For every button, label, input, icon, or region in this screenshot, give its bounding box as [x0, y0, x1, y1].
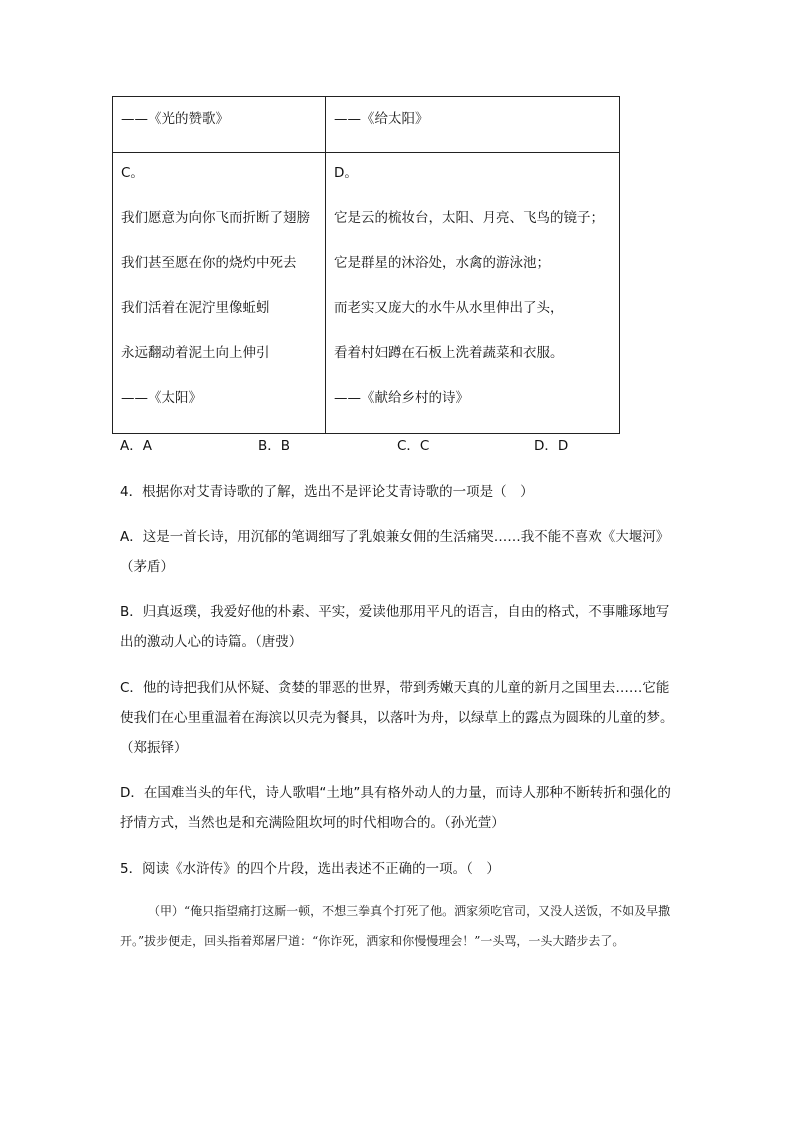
passage-text: （甲）“俺只指望痛打这厮一顿，不想三拳真个打死了他。洒家须吃官司，又没人送饭，不如及早撒开。”拔步便走，回头指着郑屠尸道：“你诈死，洒家和你慢慢理会！”一头骂，一头大踏步去了。: [120, 904, 671, 948]
question-4-option-d[interactable]: D．在国难当头的年代，诗人歌唱“土地”具有格外动人的力量，而诗人那种不断转折和强化的抒情方式，当然也是和充满险阻坎坷的时代相吻合的。（孙光萱）: [120, 785, 671, 831]
poem-table: [112, 96, 620, 434]
question-4-stem: 4．根据你对艾青诗歌的了解，选出不是评论艾青诗歌的一项是（ ）: [120, 484, 534, 500]
poem-attribution: ——《光的赞歌》: [121, 111, 229, 127]
table-cell: [113, 97, 326, 153]
poem-line: 我们甚至愿在你的烧灼中死去: [121, 255, 297, 271]
option-label: D。: [334, 165, 358, 181]
answer-choices: [120, 436, 620, 456]
question-4-option-b[interactable]: B．归真返璞，我爱好他的朴素、平实，爱读他那用平凡的语言，自由的格式，不事雕琢地写出的激动人心的诗篇。（唐弢）: [120, 604, 670, 650]
question-5-stem: 5．阅读《水浒传》的四个片段，选出表述不正确的一项。（ ）: [120, 861, 500, 877]
question-4-option-c[interactable]: C．他的诗把我们从怀疑、贪婪的罪恶的世界，带到秀嫩天真的儿童的新月之国里去……它能使我们在心里重温着在海滨以贝壳为餐具，以落叶为舟，以绿草上的露点为圆珠的儿童的梦。（郑振铎）: [120, 680, 674, 756]
poem-line: 它是群星的沐浴处，水禽的游泳池；: [334, 255, 550, 271]
poem-line: 永远翻动着泥土向上伸引: [121, 345, 270, 361]
option-label: C。: [121, 165, 144, 181]
poem-line: 我们活着在泥泞里像蚯蚓: [121, 300, 270, 316]
table-cell: [326, 97, 620, 153]
reading-passage: [120, 896, 680, 956]
answer-choice-c[interactable]: C．C: [397, 438, 430, 454]
answer-choice-b[interactable]: B．B: [258, 438, 291, 454]
poem-attribution: ——《太阳》: [121, 390, 202, 406]
poem-attribution: ——《给太阳》: [334, 111, 429, 127]
answer-choice-a[interactable]: A．A: [120, 438, 152, 454]
poem-line: 它是云的梳妆台，太阳、月亮、飞鸟的镜子；: [334, 210, 604, 226]
option-d-cell: [326, 153, 620, 434]
option-c-cell: [113, 153, 326, 434]
answer-choice-d[interactable]: D．D: [534, 438, 569, 454]
poem-line: 而老实又庞大的水牛从水里伸出了头，: [334, 300, 564, 316]
question-4-option-a[interactable]: A．这是一首长诗，用沉郁的笔调细写了乳娘兼女佣的生活痛哭……我不能不喜欢《大堰河》（茅盾）: [120, 529, 670, 575]
poem-line: 看着村妇蹲在石板上洗着蔬菜和衣服。: [334, 345, 564, 361]
poem-attribution: ——《献给乡村的诗》: [334, 390, 469, 406]
poem-line: 我们愿意为向你飞而折断了翅膀: [121, 210, 310, 226]
